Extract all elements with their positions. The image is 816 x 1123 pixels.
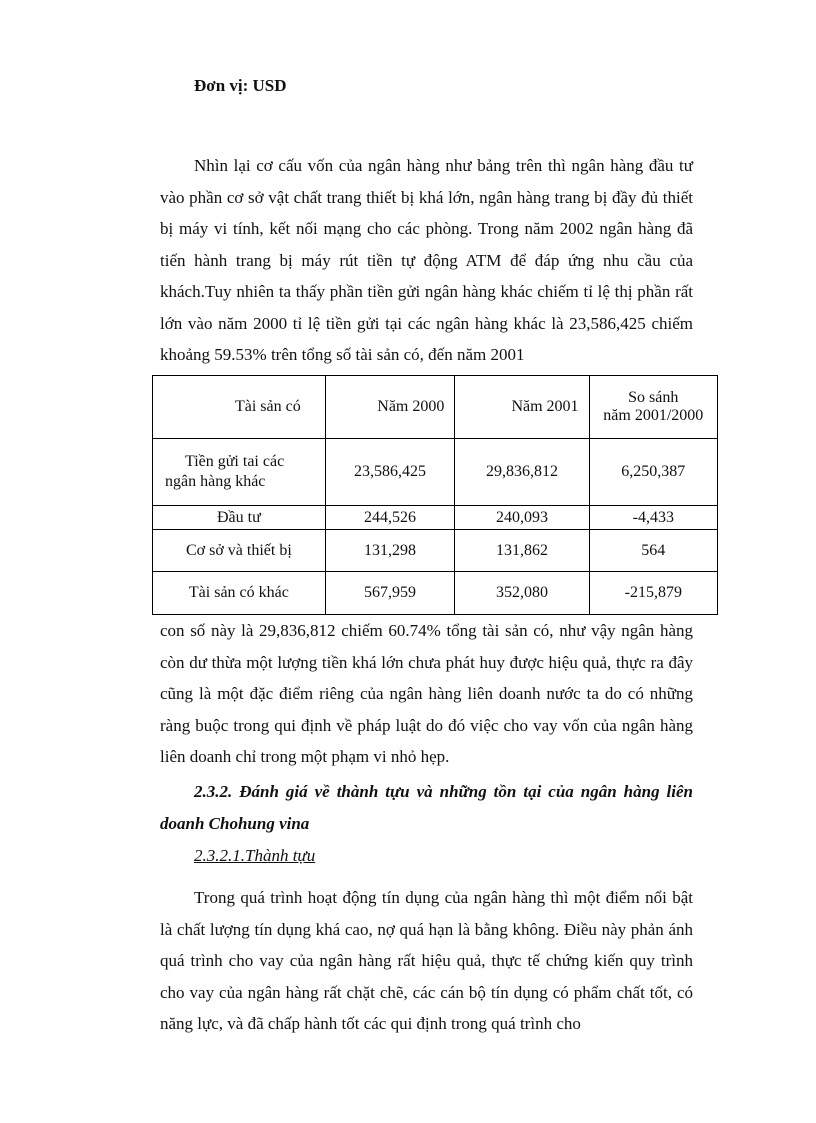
cell-2000: 244,526 [325,506,455,530]
row-label: Đầu tư [153,506,326,530]
table-row [153,439,718,506]
header-2000: Năm 2000 [325,376,455,439]
assets-table [152,375,718,615]
row-label: Cơ sở và thiết bị [153,530,326,572]
cell-2001: 29,836,812 [455,439,589,506]
table-row [153,572,718,615]
cell-2001: 131,862 [455,530,589,572]
paragraph-3-text: Trong quá trình hoạt động tín dụng của ngân hàng thì một điểm nổi bật là chất lượng tín dụng khá cao, nợ quá hạn là bằng không. Điều này phản ánh quá trình cho vay của ngân hàng rất hiệu quả, thực tế chứng kiến quy trình cho vay của ngân hàng rất chặt chẽ, các cán bộ tín dụng có phẩm chất tốt, có năng lực, và đã chấp hành tốt các qui định trong quá trình cho [160,888,693,1033]
cell-diff: 564 [589,530,717,572]
cell-2000: 131,298 [325,530,455,572]
cell-diff: -4,433 [589,506,717,530]
unit-label: Đơn vị: USD [194,76,287,95]
section-heading [160,776,693,839]
row-label-line1: Tiền gửi tai các [185,453,285,470]
row-label-line2: ngân hàng khác [165,473,266,490]
header-compare-line1: So sánh [628,389,679,406]
cell-2000: 23,586,425 [325,439,455,506]
paragraph-continuation: con số này là 29,836,812 chiếm 60.74% tổng tài sản có, như vậy ngân hàng còn dư thừa một lượng tiền khá lớn chưa phát huy được hiệu quả, thực ra đây cũng là một đặc điểm riêng của ngân hàng liên doanh nước ta do có những ràng buộc trong qui định về pháp luật do đó việc cho vay vốn của ngân hàng liên doanh chỉ trong một phạm vi nhỏ hẹp. [160,621,693,766]
header-asset: Tài sản có [153,376,326,439]
subsection-heading: 2.3.2.1.Thành tựu [194,846,316,865]
header-2001: Năm 2001 [455,376,589,439]
cell-diff: -215,879 [589,572,717,615]
cell-2001: 240,093 [455,506,589,530]
paragraph-1-text: Nhìn lại cơ cấu vốn của ngân hàng như bảng trên thì ngân hàng đầu tư vào phần cơ sở vật chất trang thiết bị khá lớn, ngân hàng trang bị đầy đủ thiết bị máy vi tính, kết nối mạng cho các phòng. Trong năm 2002 ngân hàng đã tiến hành trang bị máy rút tiền tự động ATM để đáp ứng nhu cầu của khách.Tuy nhiên ta thấy phần tiền gửi ngân hàng khác chiếm tỉ lệ thị phần rất lớn vào năm 2000 tỉ lệ tiền gửi tại các ngân hàng khác là 23,586,425 chiếm khoảng 59.53% trên tổng số tài sản có, đến năm 2001 [160,156,693,364]
row-label [153,439,326,506]
cell-diff: 6,250,387 [589,439,717,506]
row-label: Tài sản có khác [153,572,326,615]
section-heading-text: 2.3.2. Đánh giá về thành tựu và những tồn tại của ngân hàng liên doanh Chohung vina [160,782,693,833]
table-row [153,530,718,572]
table-header-row [153,376,718,439]
paragraph-capital-structure [160,150,693,371]
cell-2001: 352,080 [455,572,589,615]
cell-2000: 567,959 [325,572,455,615]
header-compare [589,376,717,439]
paragraph-achievements [160,882,693,1040]
table-row [153,506,718,530]
header-compare-line2: năm 2001/2000 [603,407,704,424]
